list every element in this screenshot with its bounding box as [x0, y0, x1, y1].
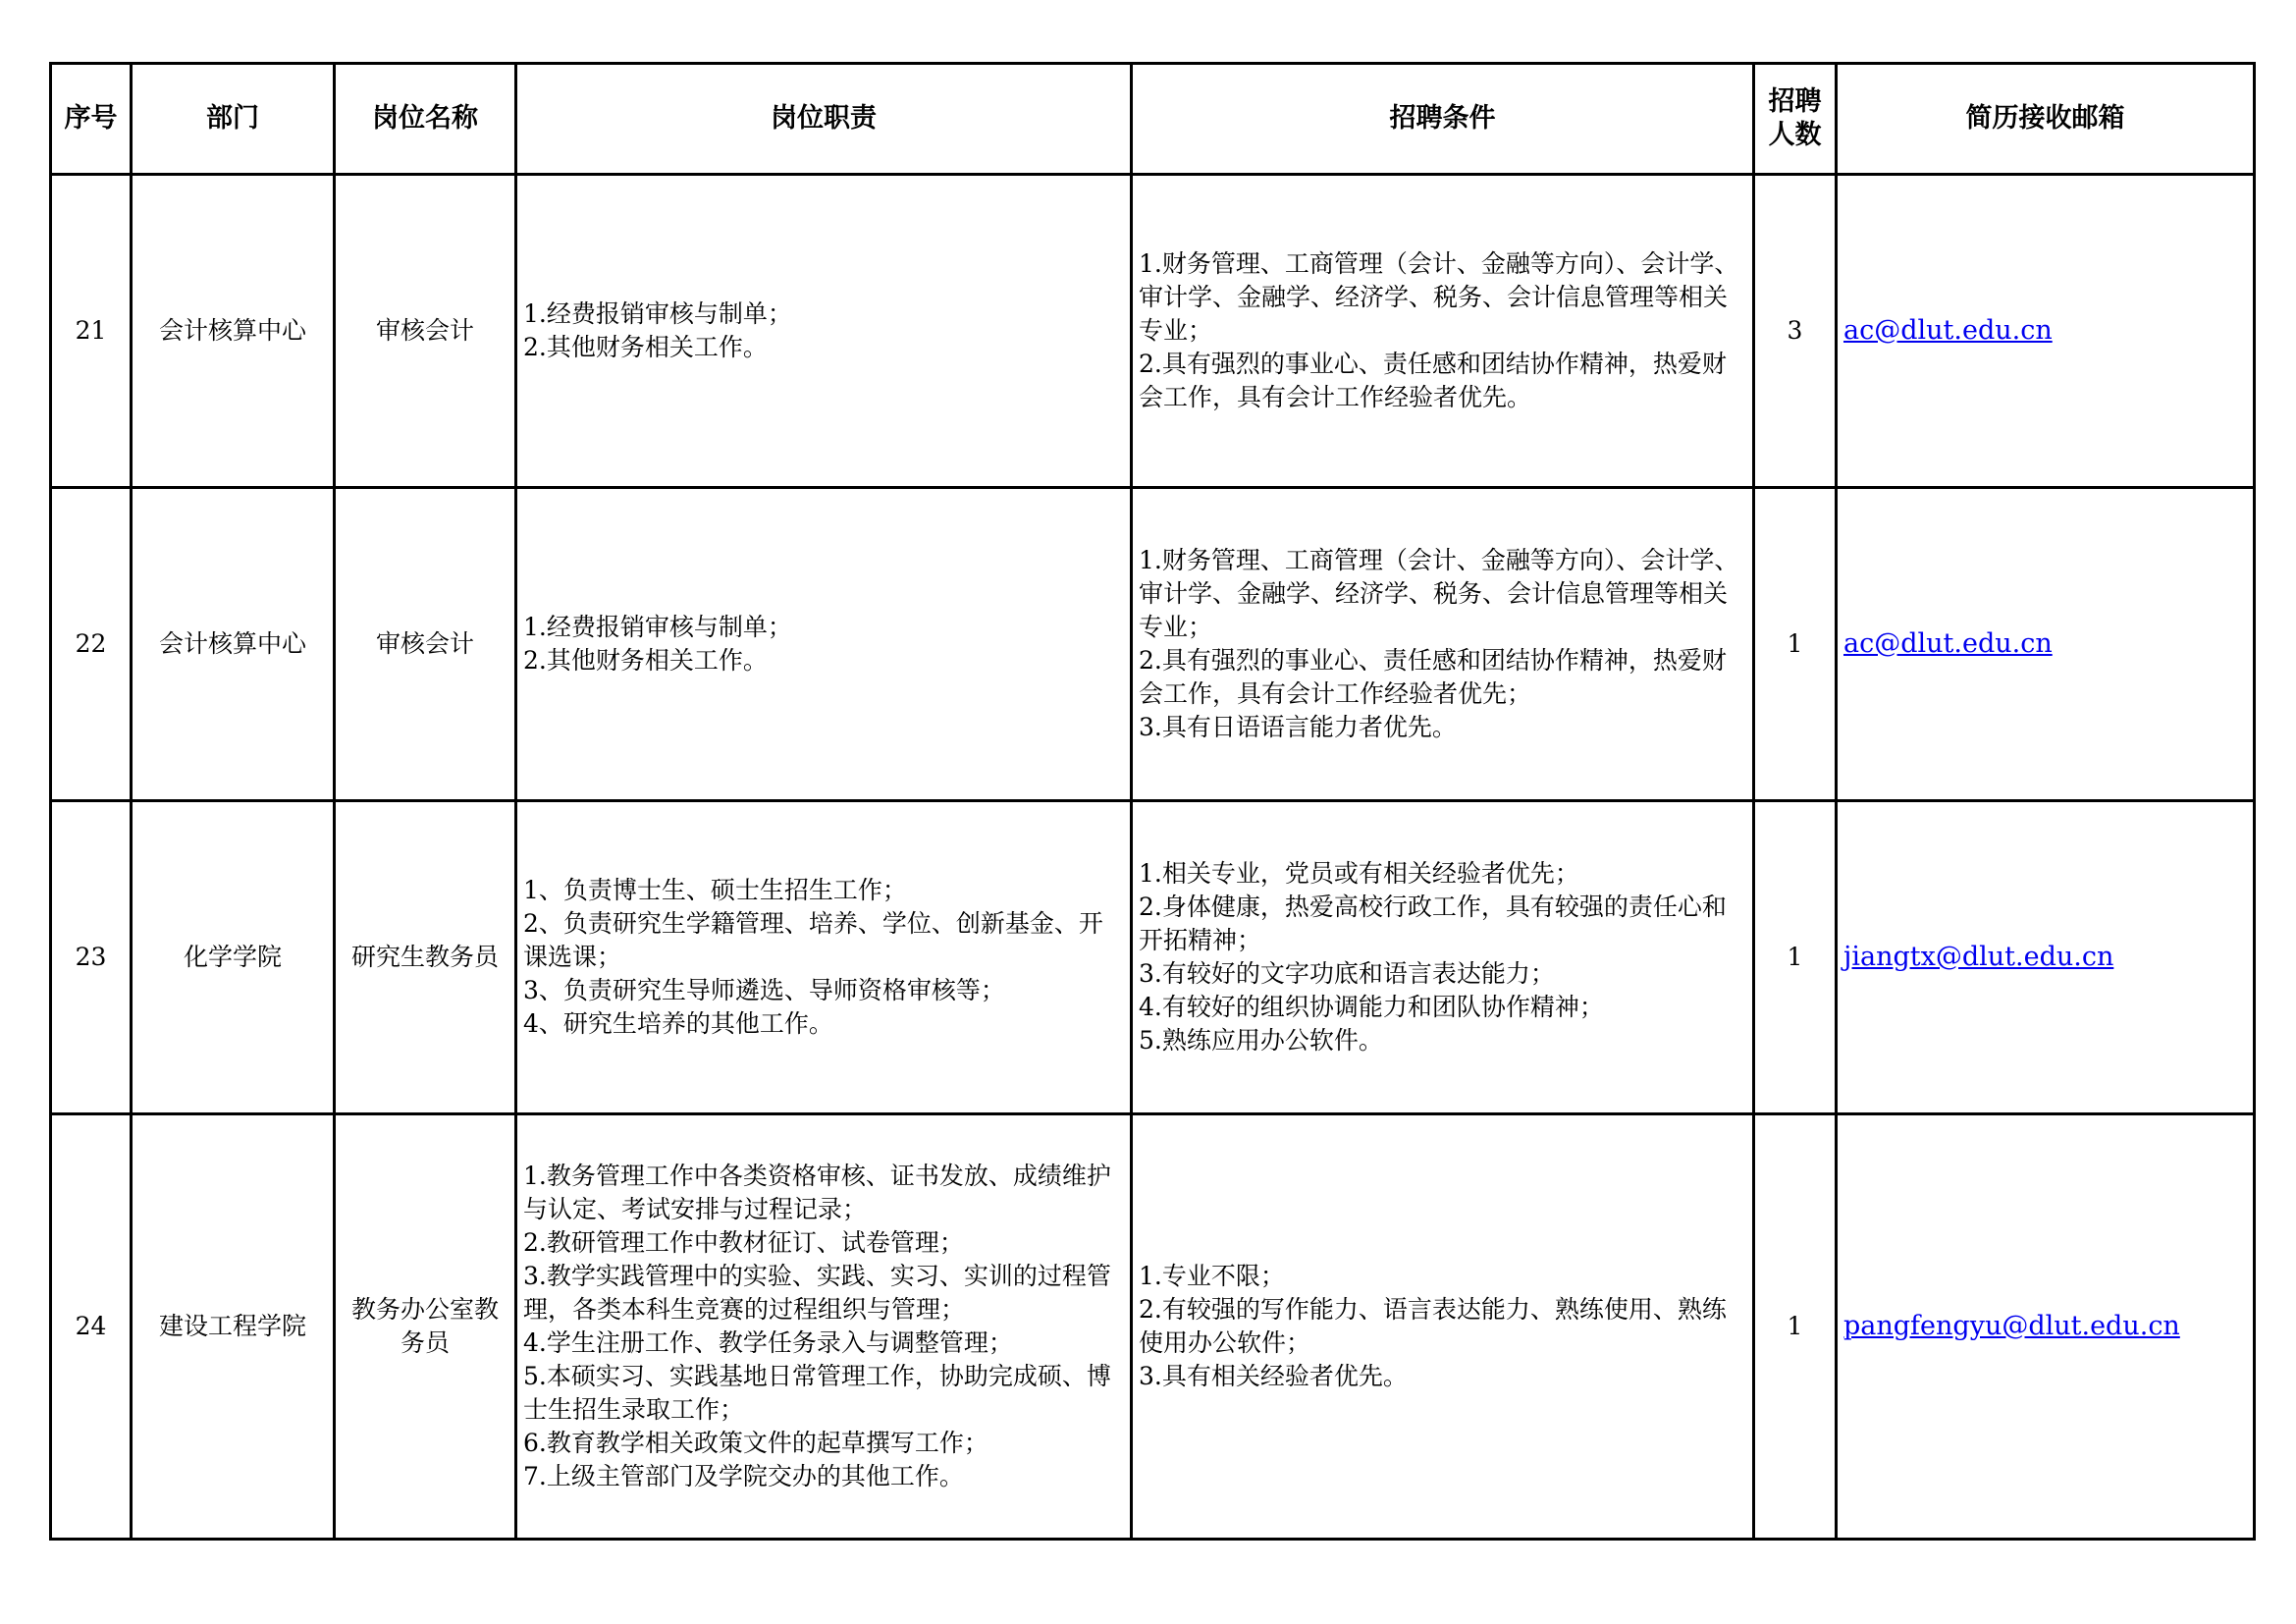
- cell-dept: 会计核算中心: [132, 175, 335, 488]
- header-duties: 岗位职责: [516, 64, 1132, 175]
- cell-duties: 1.经费报销审核与制单； 2.其他财务相关工作。: [516, 488, 1132, 801]
- cell-requirements: 1.相关专业，党员或有相关经验者优先； 2.身体健康，热爱高校行政工作，具有较强的责任心和开拓精神； 3.有较好的文字功底和语言表达能力； 4.有较好的组织协调能力和团队协作精神； 5.熟练应用办公软件。: [1132, 801, 1754, 1114]
- table-row: [51, 175, 2255, 488]
- cell-dept: 建设工程学院: [132, 1114, 335, 1540]
- cell-requirements: 1.专业不限； 2.有较强的写作能力、语言表达能力、熟练使用、熟练使用办公软件； 3.具有相关经验者优先。: [1132, 1114, 1754, 1540]
- table-row: [51, 1114, 2255, 1540]
- cell-seq: 21: [51, 175, 132, 488]
- header-email: 简历接收邮箱: [1837, 64, 2255, 175]
- email-link[interactable]: ac@dlut.edu.cn: [1843, 315, 2053, 346]
- email-link[interactable]: jiangtx@dlut.edu.cn: [1843, 942, 2114, 972]
- email-link[interactable]: pangfengyu@dlut.edu.cn: [1843, 1311, 2180, 1341]
- cell-dept: 会计核算中心: [132, 488, 335, 801]
- cell-position: 审核会计: [335, 175, 516, 488]
- cell-seq: 24: [51, 1114, 132, 1540]
- recruitment-table: [49, 62, 2256, 1541]
- cell-count: 1: [1754, 488, 1837, 801]
- cell-count: 3: [1754, 175, 1837, 488]
- cell-requirements: 1.财务管理、工商管理（会计、金融等方向）、会计学、审计学、金融学、经济学、税务、会计信息管理等相关专业； 2.具有强烈的事业心、责任感和团结协作精神，热爱财会工作，具有会计工作经验者优先； 3.具有日语语言能力者优先。: [1132, 488, 1754, 801]
- header-position: 岗位名称: [335, 64, 516, 175]
- cell-count: 1: [1754, 801, 1837, 1114]
- cell-seq: 22: [51, 488, 132, 801]
- email-link[interactable]: ac@dlut.edu.cn: [1843, 628, 2053, 659]
- cell-duties: 1、负责博士生、硕士生招生工作； 2、负责研究生学籍管理、培养、学位、创新基金、开课选课； 3、负责研究生导师遴选、导师资格审核等； 4、研究生培养的其他工作。: [516, 801, 1132, 1114]
- cell-duties: 1.教务管理工作中各类资格审核、证书发放、成绩维护与认定、考试安排与过程记录； 2.教研管理工作中教材征订、试卷管理； 3.教学实践管理中的实验、实践、实习、实训的过程管理，各类本科生竞赛的过程组织与管理； 4.学生注册工作、教学任务录入与调整管理； 5.本硕实习、实践基地日常管理工作，协助完成硕、博士生招生录取工作； 6.教育教学相关政策文件的起草撰写工作； 7.上级主管部门及学院交办的其他工作。: [516, 1114, 1132, 1540]
- cell-email: [1837, 488, 2255, 801]
- header-dept: 部门: [132, 64, 335, 175]
- cell-position: 审核会计: [335, 488, 516, 801]
- cell-dept: 化学学院: [132, 801, 335, 1114]
- cell-position: 教务办公室教务员: [335, 1114, 516, 1540]
- header-seq: 序号: [51, 64, 132, 175]
- table-row: [51, 801, 2255, 1114]
- cell-duties: 1.经费报销审核与制单； 2.其他财务相关工作。: [516, 175, 1132, 488]
- cell-position: 研究生教务员: [335, 801, 516, 1114]
- cell-email: [1837, 1114, 2255, 1540]
- cell-count: 1: [1754, 1114, 1837, 1540]
- cell-email: [1837, 801, 2255, 1114]
- header-requirements: 招聘条件: [1132, 64, 1754, 175]
- header-row: [51, 64, 2255, 175]
- cell-email: [1837, 175, 2255, 488]
- cell-requirements: 1.财务管理、工商管理（会计、金融等方向）、会计学、审计学、金融学、经济学、税务、会计信息管理等相关专业； 2.具有强烈的事业心、责任感和团结协作精神，热爱财会工作，具有会计工作经验者优先。: [1132, 175, 1754, 488]
- header-count: 招聘人数: [1754, 64, 1837, 175]
- table-row: [51, 488, 2255, 801]
- cell-seq: 23: [51, 801, 132, 1114]
